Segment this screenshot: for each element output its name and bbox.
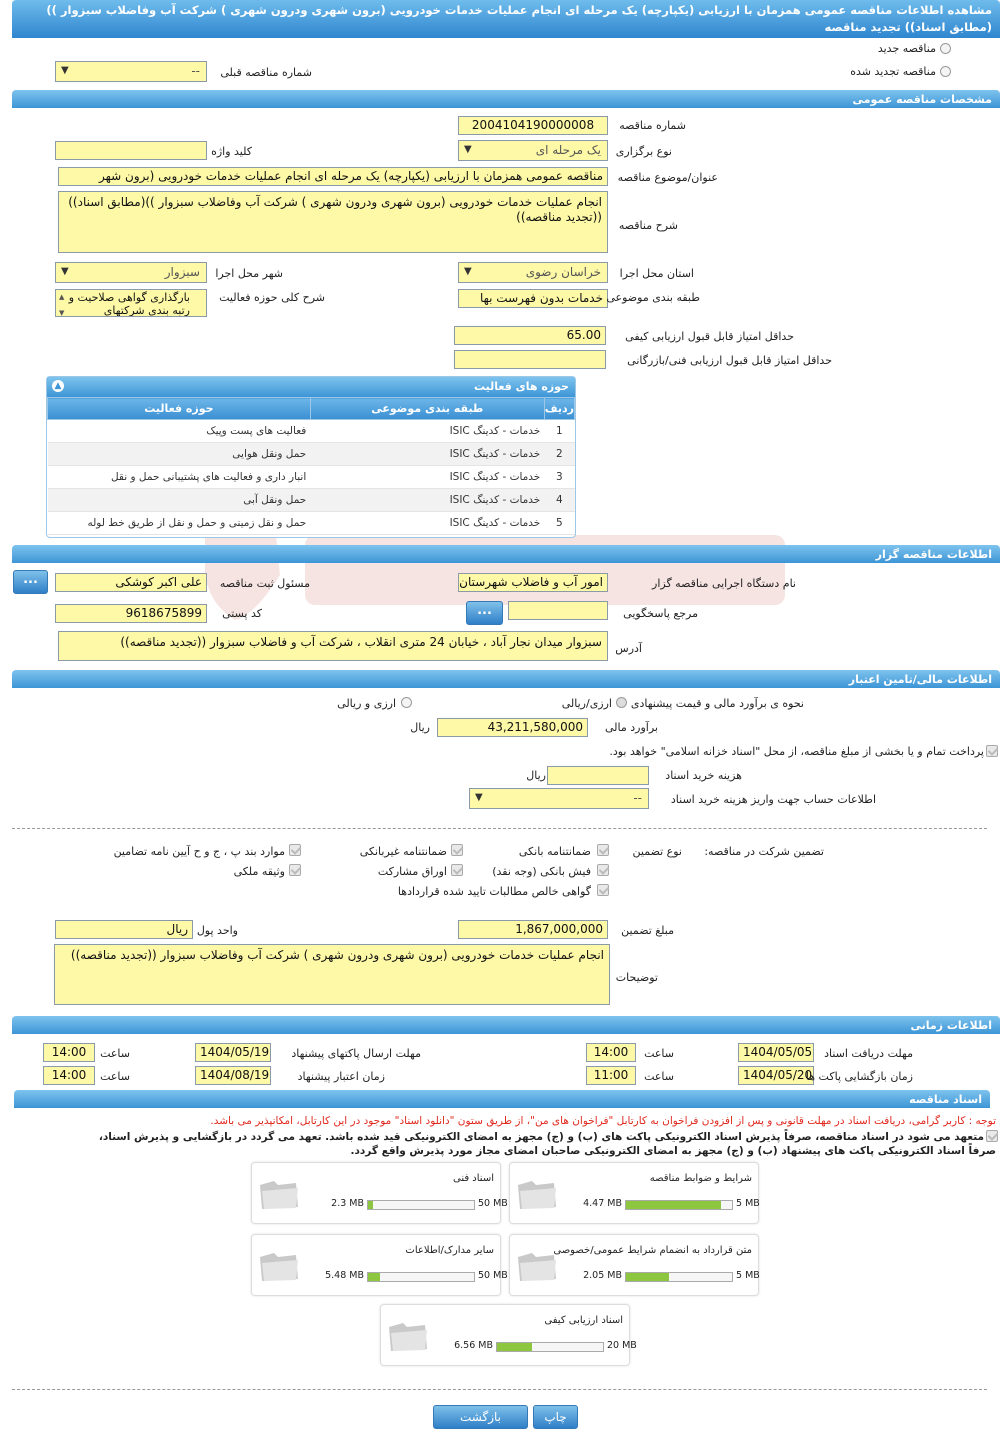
chevron-down-icon: ▼ [464,266,472,277]
city-label: شهر محل اجرا [215,267,283,280]
estimate-label: برآورد مالی [605,721,658,734]
commitment-line-1: متعهد می شود در اسناد مناقصه، صرفاً پذیرش اسناد الکترونیکی پاکت های (ب) و (ج) مجهز به امضای الکترونیکی قید شده باشد. تعهد می گردد در بازگشایی و پذیرش اسناد، [98,1131,984,1143]
document-used-size: 4.47 MB [583,1198,622,1209]
folder-icon [387,1319,429,1353]
renewed-tender-radio[interactable] [940,66,951,77]
table-row: 2 خدمات - کدینگ ISIC حمل ونقل هوایی [48,443,575,466]
document-file-card[interactable] [380,1304,637,1366]
document-file-card[interactable] [251,1162,508,1224]
agency-label: نام دستگاه اجرایی مناقصه گزار [652,577,796,590]
document-max-size: 20 MB [607,1340,637,1351]
province-select[interactable]: خراسان رضوی ▼ [458,262,608,283]
claims-certificate-checkbox[interactable] [597,884,609,896]
collapse-icon[interactable]: ▲ [52,380,64,392]
min-quality-label: حداقل امتیاز قابل قبول ارزیابی کیفی [625,330,794,343]
document-progress [367,1200,475,1210]
folder-icon [516,1249,558,1283]
fx-rial-option-label: ارزی و ریالی [337,697,396,710]
account-select[interactable]: -- ▼ [469,788,649,809]
document-progress [496,1342,604,1352]
opening-date: 1404/05/20 [738,1066,814,1085]
organizer-section-header: اطلاعات مناقصه گزار [12,545,1000,563]
document-name: شرایط و ضوابط مناقصه [649,1173,752,1184]
table-row: 3 خدمات - کدینگ ISIC انبار داری و فعالیت های پشتیبانی حمل و نقل [48,466,575,489]
time-label: ساعت [644,1047,674,1060]
estimate-unit: ریال [410,721,430,734]
chevron-down-icon: ▼ [61,65,69,76]
back-button[interactable]: بازگشت [433,1405,528,1429]
doc-cost-unit: ریال [526,769,546,782]
folder-icon [258,1177,300,1211]
folder-icon [258,1249,300,1283]
prev-tender-select[interactable]: -- ▼ [55,61,207,82]
subject-label: عنوان/موضوع مناقصه [617,171,718,184]
document-name: متن قرارداد به انضمام شرایط عمومی/خصوصی [553,1245,752,1256]
col-field: حوزه فعالیت [48,398,311,420]
city-select[interactable]: سبزوار ▼ [55,262,207,283]
prev-tender-label: شماره مناقصه قبلی [220,66,312,79]
document-file-card[interactable] [251,1234,508,1296]
scroll-down-icon[interactable]: ▼ [59,309,65,317]
new-tender-radio[interactable] [940,43,951,54]
submit-deadline-label: مهلت ارسال پاکتهای پیشنهاد [291,1047,421,1060]
treasury-label: پرداخت تمام و یا بخشی از مبلغ مناقصه، از محل "اسناد خزانه اسلامی" خواهد بود. [609,745,984,758]
document-progress [625,1200,733,1210]
guarantee-amount-label: مبلغ تضمین [621,924,674,937]
province-label: استان محل اجرا [619,267,694,280]
time-label: ساعت [100,1070,130,1083]
commitment-checkbox[interactable] [986,1130,998,1142]
fx-rial-radio[interactable] [401,697,412,708]
document-used-size: 2.05 MB [583,1270,622,1281]
document-file-card[interactable] [509,1162,759,1224]
bonds-checkbox[interactable] [451,864,463,876]
currency-label: واحد پول [196,924,238,937]
estimate-method-label: نحوه ی برآورد مالی و قیمت پیشنهادی [630,697,804,710]
regulation-items-label: موارد بند پ ، ج و ح آیین نامه تضامین [113,845,285,858]
reference-lookup-button[interactable]: ... [466,601,503,625]
account-label: اطلاعات حساب جهت واریز هزینه خرید اسناد [670,793,876,806]
document-used-size: 2.3 MB [331,1198,364,1209]
postal-code-field: 9618675899 [55,604,207,623]
property-collateral-checkbox[interactable] [289,864,301,876]
guarantee-notes-label: توضیحات [615,971,658,984]
bank-receipt-checkbox[interactable] [597,864,609,876]
chevron-down-icon: ▼ [475,792,483,803]
document-name: اسناد ارزیابی کیفی [544,1315,623,1326]
tender-number-field: 2004104190000008 [458,116,608,135]
table-row: 5 خدمات - کدینگ ISIC حمل و نقل زمینی و حمل و نقل از طریق خط لوله [48,512,575,535]
document-progress [625,1272,733,1282]
validity-label: زمان اعتبار پیشنهاد [297,1070,385,1083]
guarantee-type-label: نوع تضمین [632,845,682,858]
renewed-tender-label: مناقصه تجدید شده [850,65,936,78]
documents-section-header: اسناد مناقصه [14,1090,990,1108]
tender-number-label: شماره مناقصه [619,119,686,132]
progress-fill [497,1343,532,1351]
property-collateral-label: وثیقه ملکی [233,865,285,878]
table-row: 1 خدمات - کدینگ ISIC فعالیت های پست وپیک [48,420,575,443]
min-tech-field [454,350,606,369]
progress-fill [368,1273,380,1281]
regulation-items-checkbox[interactable] [289,844,301,856]
bank-receipt-label: فیش بانکی (وجه نقد) [492,865,591,878]
rial-radio[interactable] [616,697,627,708]
submit-deadline-time: 14:00 [43,1043,95,1062]
category-label: طبقه بندی موضوعی [606,291,700,304]
description-area: انجام عملیات خدمات خودرویی (برون شهری ودرون شهری ) شرکت آب وفاضلاب سبزوار ))(مطابق اسناد)) ((تجدید مناقصه)) [58,191,608,253]
chevron-down-icon: ▼ [61,266,69,277]
description-label: شرح مناقصه [618,219,678,232]
subject-field: مناقصه عمومی همزمان با ارزیابی (یکپارچه) یک مرحله ای انجام عملیات خدمات خودرویی (برون شهر [58,167,608,186]
activity-desc-label: شرح کلی حوزه فعالیت [219,291,325,304]
claims-certificate-label: گواهی خالص مطالبات تایید شده قراردادها [397,885,591,898]
registrar-lookup-button[interactable]: ... [13,570,48,594]
postal-code-label: کد پستی [222,607,262,620]
chevron-down-icon: ▼ [464,144,472,155]
time-label: ساعت [100,1047,130,1060]
table-row: 4 خدمات - کدینگ ISIC حمل ونقل آبی [48,489,575,512]
registrar-field: علی اکبر کوشکی [55,573,207,592]
document-name: اسناد فنی [453,1173,494,1184]
activities-table [47,397,575,535]
finance-section-header: اطلاعات مالی/تامین اعتبار [12,670,1000,688]
submit-deadline-date: 1404/05/19 [195,1043,271,1062]
keyword-field[interactable] [55,141,207,160]
registrar-label: مسئول ثبت مناقصه [219,577,310,590]
bonds-label: اوراق مشارکت [377,865,447,878]
print-button[interactable]: چاپ [533,1405,578,1429]
document-max-size: 5 MB [736,1198,760,1209]
divider [12,1389,987,1390]
document-file-card[interactable] [509,1234,759,1296]
guarantee-notes-area: انجام عملیات خدمات خودرویی (برون شهری ودرون شهری ) شرکت آب وفاضلاب سبزوار ((تجدید مناقصه)) [54,944,610,1005]
reference-field [508,601,608,620]
col-category: طبقه بندی موضوعی [310,398,544,420]
scroll-up-icon[interactable]: ▲ [59,293,65,301]
document-max-size: 5 MB [736,1270,760,1281]
doc-cost-label: هزینه خرید اسناد [665,769,742,782]
document-max-size: 50 MB [478,1198,508,1209]
document-used-size: 5.48 MB [325,1270,364,1281]
holding-type-label: نوع برگزاری [615,145,672,158]
bank-guarantee-label: ضمانتنامه بانکی [518,845,591,858]
document-name: سایر مدارک/اطلاعات [405,1245,494,1256]
category-field: خدمات بدون فهرست بها [458,289,608,308]
divider [12,828,987,829]
doc-deadline-time: 14:00 [586,1043,636,1062]
guarantee-amount-field: 1,867,000,000 [458,920,608,939]
time-label: ساعت [644,1070,674,1083]
treasury-checkbox[interactable] [986,745,998,757]
document-max-size: 50 MB [478,1270,508,1281]
agency-field: امور آب و فاضلاب شهرستان [458,573,608,592]
estimate-field: 43,211,580,000 [437,718,588,737]
activity-desc-area: بارگذاری گواهی صلاحیت و رتبه بندی شرکتهای ▲ ▼ [55,289,207,317]
doc-cost-field [547,766,649,785]
non-bank-guarantee-label: ضمانتنامه غیربانکی [359,845,447,858]
bank-guarantee-checkbox[interactable] [597,844,609,856]
progress-fill [368,1201,373,1209]
min-quality-field: 65.00 [454,326,606,345]
general-section-header: مشخصات مناقصه عمومی [12,90,1000,108]
min-tech-label: حداقل امتیاز قابل قبول ارزیابی فنی/بازرگانی [627,354,832,367]
progress-fill [626,1273,669,1281]
document-used-size: 6.56 MB [454,1340,493,1351]
opening-label: زمان بازگشایی پاکت ها [805,1070,913,1083]
non-bank-guarantee-checkbox[interactable] [451,844,463,856]
progress-fill [626,1201,721,1209]
activities-panel [46,376,576,538]
opening-time: 11:00 [586,1066,636,1085]
new-tender-label: مناقصه جدید [877,42,936,55]
keyword-label: کلید واژه [211,145,252,158]
rial-option-label: ارزی/ریالی [561,697,612,710]
document-progress [367,1272,475,1282]
page-title: مشاهده اطلاعات مناقصه عمومی همزمان با ارزیابی (یکپارچه) یک مرحله ای انجام عملیات خدمات خودرویی (برون شهری ودرون شهری ) شرکت آب وفاضلاب سبزوار ))(مطابق اسناد)) تجدید مناقصه [12,0,1000,38]
address-label: آدرس [615,642,642,655]
guarantee-label: تضمین شرکت در مناقصه: [704,845,824,858]
doc-deadline-date: 1404/05/05 [738,1043,814,1062]
timing-section-header: اطلاعات زمانی [12,1016,1000,1034]
validity-date: 1404/08/19 [195,1066,271,1085]
folder-icon [516,1177,558,1211]
documents-note: توجه : کاربر گرامی، دریافت اسناد در مهلت قانونی و پس از افزودن فراخوان به کارتابل "فراخوان های من"، از طریق ستون "دانلود اسناد" موجود در این کارتابل، امکانپذیر می باشد. [210,1115,996,1127]
activities-header: حوزه های فعالیت ▲ [47,377,575,397]
validity-time: 14:00 [43,1066,95,1085]
address-area: سبزوار میدان نجار آباد ، خیابان 24 متری انقلاب ، شرکت آب و فاضلاب سبزوار ((تجدید مناقصه)) [58,631,608,661]
currency-field: ریال [55,920,193,939]
doc-deadline-label: مهلت دریافت اسناد [824,1047,913,1060]
reference-label: مرجع پاسخگویی [623,607,698,620]
holding-type-select[interactable]: یک مرحله ای ▼ [458,140,608,161]
col-row-no: ردیف [544,398,574,420]
commitment-line-2: صرفاً اسناد الکترونیکی پاکت های پیشنهاد (ب) و (ج) مجهز به امضای الکترونیکی صاحبان امضای مجاز مورد پذیرش واقع گردد. [350,1145,996,1157]
